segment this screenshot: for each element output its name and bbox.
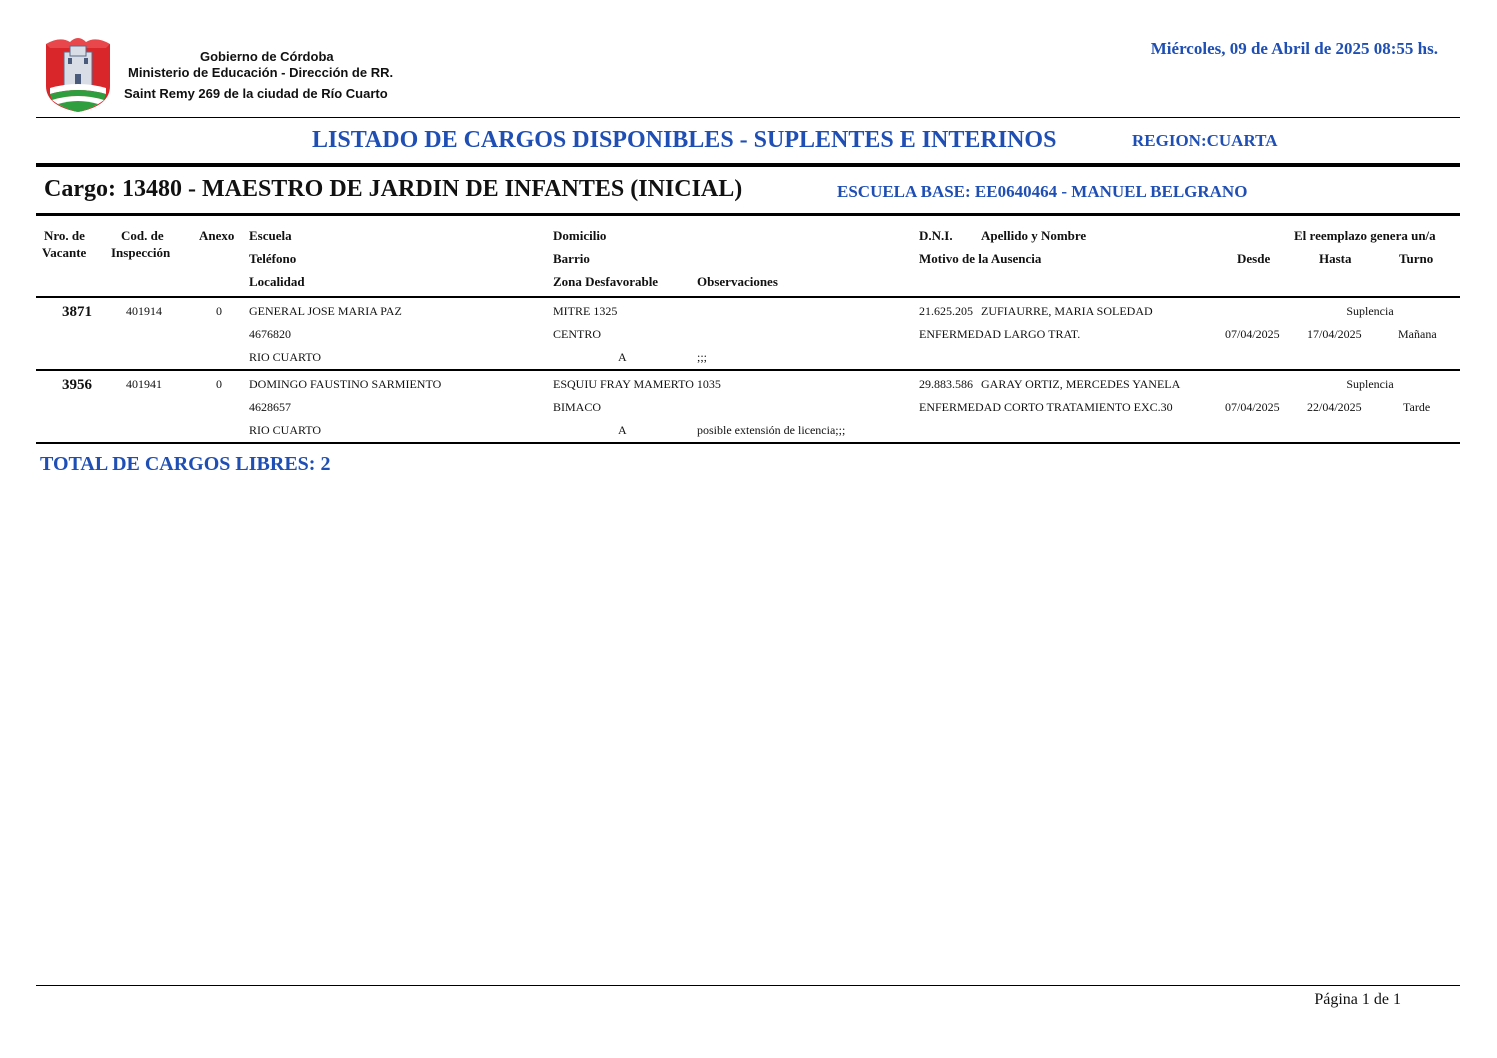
- motivo-value: ENFERMEDAD CORTO TRATAMIENTO EXC.30: [919, 400, 1173, 414]
- escuela-name: GENERAL JOSE MARIA PAZ: [249, 304, 402, 318]
- inspeccion-code: 401914: [126, 304, 162, 318]
- org-name: Gobierno de Córdoba: [200, 49, 334, 64]
- col-motivo: Motivo de la Ausencia: [919, 251, 1042, 266]
- cargo-label: Cargo: 13480 - MAESTRO DE JARDIN DE INFANTES (INICIAL): [44, 176, 743, 202]
- org-address: Saint Remy 269 de la ciudad de Río Cuarto: [124, 86, 388, 101]
- col-vacante: Vacante: [42, 245, 87, 260]
- motivo-value: ENFERMEDAD LARGO TRAT.: [919, 327, 1081, 341]
- inspeccion-code: 401941: [126, 377, 162, 391]
- barrio-value: CENTRO: [553, 327, 601, 341]
- cargo-divider: [36, 213, 1460, 216]
- col-desde: Desde: [1237, 251, 1271, 266]
- dni-value: 29.883.586: [919, 377, 973, 391]
- report-datetime: Miércoles, 09 de Abril de 2025 08:55 hs.: [1150, 39, 1438, 58]
- turno-value: Tarde: [1403, 400, 1431, 414]
- header-bottom-rule: [36, 296, 1460, 298]
- observaciones-value: ;;;: [697, 350, 708, 364]
- turno-value: Mañana: [1398, 327, 1437, 341]
- zona-value: A: [618, 423, 627, 437]
- title-divider: [36, 163, 1460, 167]
- col-hasta: Hasta: [1319, 251, 1352, 266]
- telefono-value: 4676820: [249, 327, 291, 341]
- table-bottom-rule: [36, 442, 1460, 444]
- dni-value: 21.625.205: [919, 304, 973, 318]
- col-observaciones: Observaciones: [697, 274, 778, 289]
- region-label: REGION:CUARTA: [1132, 131, 1278, 150]
- telefono-value: 4628657: [249, 400, 291, 414]
- col-localidad: Localidad: [249, 274, 305, 289]
- desde-value: 07/04/2025: [1225, 400, 1280, 414]
- domicilio-value: MITRE 1325: [553, 304, 618, 318]
- total-cargos: [40, 453, 330, 476]
- col-apellido: Apellido y Nombre: [981, 228, 1087, 243]
- anexo-value: 0: [216, 304, 222, 318]
- col-dni: D.N.I.: [919, 228, 953, 243]
- total-value: 2: [320, 453, 331, 475]
- localidad-value: RIO CUARTO: [249, 350, 322, 364]
- anexo-value: 0: [216, 377, 222, 391]
- col-cod-de: Cod. de: [121, 228, 164, 243]
- hasta-value: 17/04/2025: [1307, 327, 1362, 341]
- observaciones-value: posible extensión de licencia;;;: [697, 423, 846, 437]
- zona-value: A: [618, 350, 627, 364]
- col-turno: Turno: [1399, 251, 1434, 266]
- domicilio-value: ESQUIU FRAY MAMERTO 1035: [553, 377, 721, 391]
- localidad-value: RIO CUARTO: [249, 423, 322, 437]
- col-barrio: Barrio: [553, 251, 590, 266]
- col-inspeccion: Inspección: [111, 245, 171, 260]
- col-telefono: Teléfono: [249, 251, 297, 266]
- row-divider: [36, 369, 1460, 371]
- col-zona: Zona Desfavorable: [553, 274, 659, 289]
- total-label: TOTAL DE CARGOS LIBRES:: [40, 453, 316, 475]
- org-ministry: Ministerio de Educación - Dirección de RR.: [128, 65, 394, 80]
- nombre-value: GARAY ORTIZ, MERCEDES YANELA: [981, 377, 1181, 391]
- hasta-value: 22/04/2025: [1307, 400, 1362, 414]
- desde-value: 07/04/2025: [1225, 327, 1280, 341]
- coat-of-arms-icon: [40, 34, 116, 114]
- page-number: Página 1 de 1: [1314, 991, 1401, 1008]
- footer-divider: [36, 985, 1460, 986]
- vacante-number: 3871: [62, 304, 92, 320]
- col-escuela: Escuela: [249, 228, 292, 243]
- tipo-value: Suplencia: [1346, 377, 1394, 391]
- escuela-name: DOMINGO FAUSTINO SARMIENTO: [249, 377, 442, 391]
- nombre-value: ZUFIAURRE, MARIA SOLEDAD: [981, 304, 1153, 318]
- col-nro-de: Nro. de: [44, 228, 85, 243]
- col-domicilio: Domicilio: [553, 228, 607, 243]
- tipo-value: Suplencia: [1346, 304, 1394, 318]
- barrio-value: BIMACO: [553, 400, 602, 414]
- col-reemplazo: El reemplazo genera un/a: [1294, 228, 1436, 243]
- header-divider: [36, 117, 1460, 118]
- col-anexo: Anexo: [199, 228, 235, 243]
- vacante-number: 3956: [62, 377, 92, 393]
- page-title: LISTADO DE CARGOS DISPONIBLES - SUPLENTES E INTERINOS: [312, 127, 1057, 153]
- escuela-base: ESCUELA BASE: EE0640464 - MANUEL BELGRANO: [837, 182, 1248, 201]
